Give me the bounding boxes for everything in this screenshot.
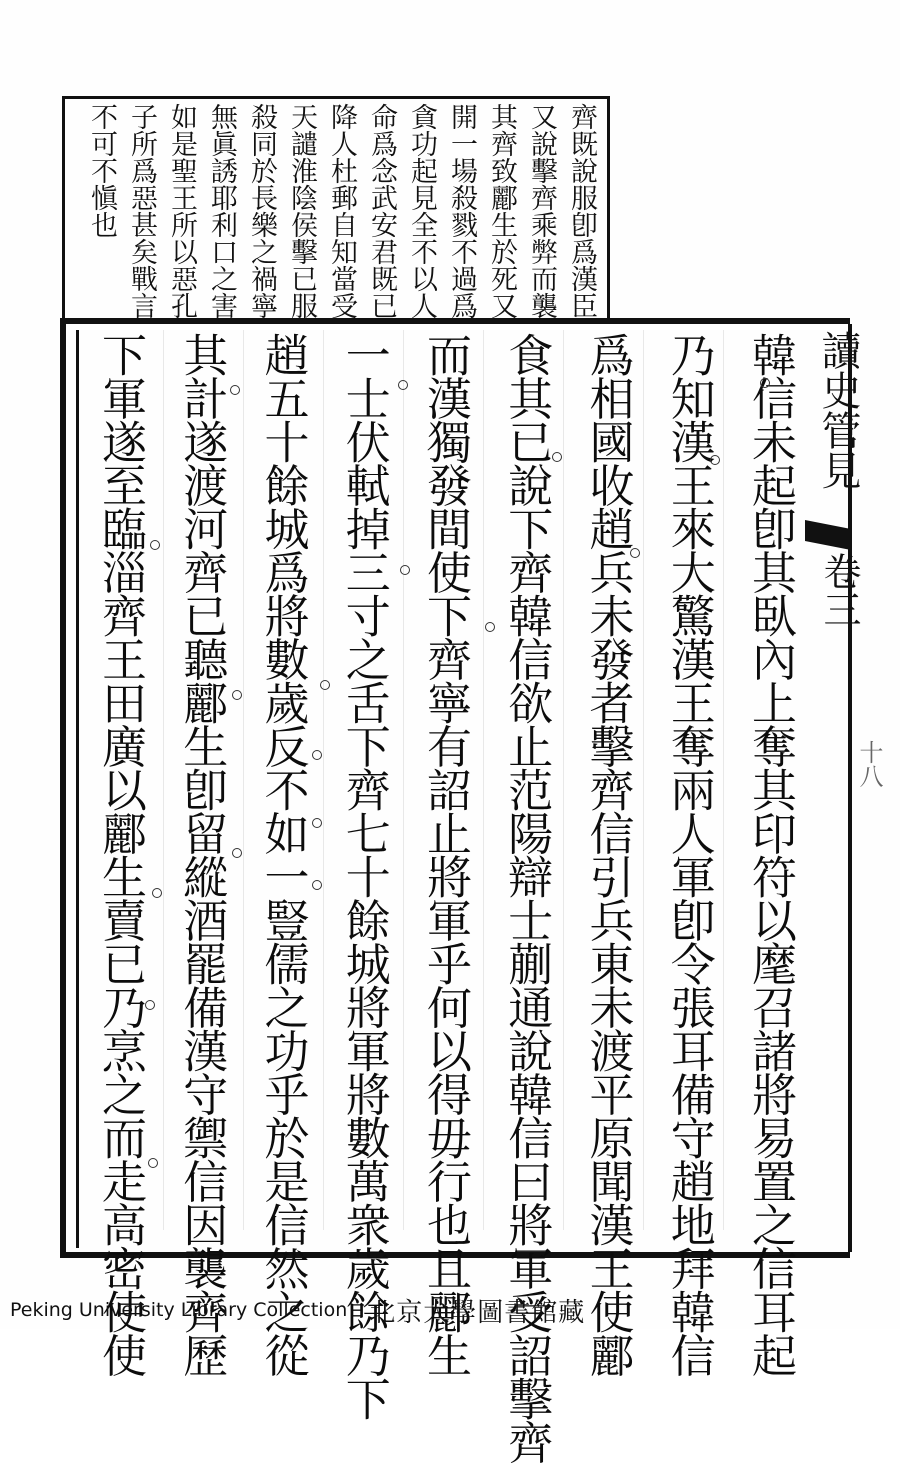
punctuation-circle — [312, 880, 322, 890]
punctuation-circle — [485, 622, 495, 632]
punctuation-circle — [152, 888, 162, 898]
punctuation-circle — [398, 380, 408, 390]
text-column: 食其已說下齊韓信欲止范陽辯士蒯通說韓信曰將軍受詔擊齊 — [500, 332, 554, 1463]
punctuation-circle — [232, 690, 242, 700]
text-column: 趙五十餘城爲將數歲反不如一豎儒之功乎於是信然之從 — [256, 332, 310, 1376]
annotation-column: 齊既說服卽爲漢臣 — [566, 103, 597, 319]
text-column: 其計遂渡河齊已聽酈生卽留縱酒罷備漢守禦信因襲齊歷 — [175, 332, 229, 1376]
annotation-column: 命爲念武安君既已 — [366, 103, 397, 319]
punctuation-circle — [312, 750, 322, 760]
punctuation-circle — [552, 452, 562, 462]
annotation-column: 如是聖王所以惡孔 — [166, 103, 197, 319]
punctuation-circle — [710, 455, 720, 465]
punctuation-circle — [630, 548, 640, 558]
text-column: 乃知漢王來大驚漢王奪兩人軍卽令張耳備守趙地拜韓信 — [662, 332, 716, 1376]
annotation-box — [62, 96, 610, 318]
book-title: 讀史管見 — [815, 330, 861, 490]
annotation-columns — [82, 103, 601, 319]
text-column: 而漢獨發間使下齊寧有詔止將軍乎何以得毋行也且酈生 — [419, 332, 472, 1376]
text-column: 一士伏軾掉三寸之舌下齊七十餘城將軍將數萬衆歲餘乃下 — [337, 332, 391, 1420]
punctuation-circle — [320, 680, 330, 690]
punctuation-circle — [312, 818, 322, 828]
punctuation-circle — [150, 540, 160, 550]
annotation-column: 天譴淮陰侯擊已服 — [286, 103, 317, 319]
annotation-column: 貪功起見全不以人 — [406, 103, 437, 319]
punctuation-circle — [760, 378, 770, 388]
annotation-column: 子所爲惡甚矣戰言 — [126, 103, 157, 319]
punctuation-circle — [400, 565, 410, 575]
collection-name-english: Peking University Library Collection — [10, 1299, 348, 1321]
annotation-column: 不可不愼也 — [86, 103, 117, 238]
annotation-column: 其齊致酈生於死又 — [486, 103, 517, 319]
annotation-column: 無眞誘耶利口之害 — [206, 103, 237, 319]
punctuation-circle — [148, 1158, 158, 1168]
annotation-column: 殺同於長樂之禍寧 — [246, 103, 277, 319]
annotation-column: 又說擊齊乘弊而襲 — [526, 103, 557, 319]
collection-name-chinese: 北京大學圖書館藏 — [369, 1297, 586, 1328]
collection-footer — [10, 1292, 890, 1328]
punctuation-circle — [230, 385, 240, 395]
page-mark: 十八 — [855, 740, 883, 788]
frame-inner-rule — [76, 330, 79, 1248]
text-column: 爲相國收趙兵未發者擊齊信引兵東未渡平原聞漢王使酈 — [581, 332, 635, 1376]
volume-label: 卷三 — [817, 552, 861, 628]
text-column: 韓信未起卽其臥內上奪其印符以麾召諸將易置之信耳起 — [744, 332, 797, 1376]
text-column: 下軍遂至臨淄齊王田廣以酈生賣已乃烹之而走高密使使 — [94, 332, 147, 1376]
punctuation-circle — [145, 1000, 155, 1010]
annotation-column: 降人杜郵自知當受 — [326, 103, 357, 319]
punctuation-circle — [232, 848, 242, 858]
annotation-column: 開一場殺戮不過爲 — [446, 103, 477, 319]
